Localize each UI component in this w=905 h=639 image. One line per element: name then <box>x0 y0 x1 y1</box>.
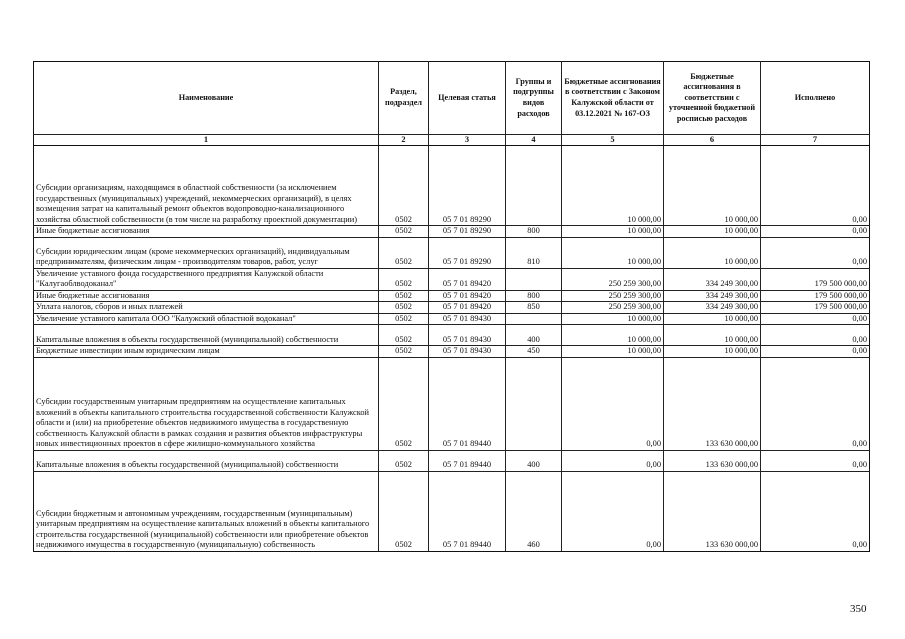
table-row <box>34 471 870 551</box>
row-refined-allocation: 133 630 000,00 <box>664 450 761 471</box>
row-executed: 179 500 000,00 <box>761 302 870 314</box>
row-section: 0502 <box>379 302 429 314</box>
header-executed: Исполнено <box>761 62 870 135</box>
row-section: 0502 <box>379 268 429 290</box>
row-refined-allocation: 10 000,00 <box>664 226 761 238</box>
page-number: 350 <box>850 603 867 615</box>
row-refined-allocation: 133 630 000,00 <box>664 357 761 450</box>
row-section: 0502 <box>379 313 429 325</box>
row-law-allocation: 250 259 300,00 <box>562 268 664 290</box>
row-refined-allocation: 133 630 000,00 <box>664 471 761 551</box>
row-name: Капитальные вложения в объекты государственной (муниципальной) собственности <box>34 325 379 346</box>
row-article: 05 7 01 89420 <box>429 302 506 314</box>
table-row <box>34 450 870 471</box>
row-law-allocation: 10 000,00 <box>562 237 664 268</box>
table-row <box>34 290 870 302</box>
row-law-allocation: 10 000,00 <box>562 313 664 325</box>
header-article: Целевая статья <box>429 62 506 135</box>
row-section: 0502 <box>379 346 429 358</box>
column-number: 7 <box>761 135 870 146</box>
row-executed: 0,00 <box>761 146 870 226</box>
row-group: 450 <box>506 346 562 358</box>
column-number: 6 <box>664 135 761 146</box>
row-section: 0502 <box>379 357 429 450</box>
row-article: 05 7 01 89440 <box>429 357 506 450</box>
header-law-allocation: Бюджетные ассигнования в соответствии с Законом Калужской области от 03.12.2021 № 167-ОЗ <box>562 62 664 135</box>
row-law-allocation: 250 259 300,00 <box>562 290 664 302</box>
row-law-allocation: 10 000,00 <box>562 226 664 238</box>
row-article: 05 7 01 89290 <box>429 237 506 268</box>
table-row <box>34 357 870 450</box>
row-executed: 0,00 <box>761 226 870 238</box>
row-refined-allocation: 334 249 300,00 <box>664 268 761 290</box>
column-number: 1 <box>34 135 379 146</box>
row-group: 850 <box>506 302 562 314</box>
row-article: 05 7 01 89430 <box>429 313 506 325</box>
header-refined-allocation: Бюджетные ассигнования в соответствии с уточненной бюджетной росписью расходов <box>664 62 761 135</box>
row-section: 0502 <box>379 146 429 226</box>
row-name: Увеличение уставного капитала ООО "Калужский областной водоканал" <box>34 313 379 325</box>
header-name: Наименование <box>34 62 379 135</box>
row-executed: 179 500 000,00 <box>761 268 870 290</box>
row-name: Субсидии государственным унитарным предприятиям на осуществление капитальных вложений в объекты капитального строительства государственной собственности Калужской области и (или) на приобретение объектов недвижимого имущества в государственную собственность Калужской области в рамках создания и развития объектов инфраструктуры новых инвестиционных проектов в сфере жилищно-коммунального хозяйства <box>34 357 379 450</box>
row-law-allocation: 10 000,00 <box>562 346 664 358</box>
row-law-allocation: 0,00 <box>562 357 664 450</box>
row-group <box>506 146 562 226</box>
table-row <box>34 346 870 358</box>
table-row <box>34 302 870 314</box>
row-name: Увеличение уставного фонда государственного предприятия Калужской области "Калугаоблводоканал" <box>34 268 379 290</box>
row-group: 800 <box>506 290 562 302</box>
row-law-allocation: 10 000,00 <box>562 146 664 226</box>
row-name: Капитальные вложения в объекты государственной (муниципальной) собственности <box>34 450 379 471</box>
row-executed: 0,00 <box>761 450 870 471</box>
row-group <box>506 313 562 325</box>
row-section: 0502 <box>379 237 429 268</box>
row-law-allocation: 250 259 300,00 <box>562 302 664 314</box>
header-row <box>34 62 870 135</box>
table-row <box>34 325 870 346</box>
budget-table <box>33 61 870 552</box>
column-number-row <box>34 135 870 146</box>
row-refined-allocation: 10 000,00 <box>664 313 761 325</box>
row-article: 05 7 01 89440 <box>429 450 506 471</box>
column-number: 5 <box>562 135 664 146</box>
row-article: 05 7 01 89290 <box>429 146 506 226</box>
row-section: 0502 <box>379 325 429 346</box>
table-row <box>34 237 870 268</box>
row-section: 0502 <box>379 450 429 471</box>
row-group: 800 <box>506 226 562 238</box>
row-group: 400 <box>506 325 562 346</box>
row-executed: 179 500 000,00 <box>761 290 870 302</box>
row-refined-allocation: 10 000,00 <box>664 146 761 226</box>
row-executed: 0,00 <box>761 237 870 268</box>
row-name: Иные бюджетные ассигнования <box>34 226 379 238</box>
row-name: Субсидии бюджетным и автономным учреждениям, государственным (муниципальным) унитарным предприятиям на осуществление капитальных вложений в объекты капитального строительства государственной (муниципальной) собственности или приобретение объектов недвижимого имущества в государственную (муниципальную) собственность <box>34 471 379 551</box>
row-name: Субсидии юридическим лицам (кроме некоммерческих организаций), индивидуальным предпринимателям, физическим лицам - производителям товаров, работ, услуг <box>34 237 379 268</box>
row-article: 05 7 01 89420 <box>429 268 506 290</box>
row-refined-allocation: 10 000,00 <box>664 237 761 268</box>
row-article: 05 7 01 89290 <box>429 226 506 238</box>
row-group: 810 <box>506 237 562 268</box>
row-group <box>506 357 562 450</box>
row-article: 05 7 01 89430 <box>429 325 506 346</box>
row-executed: 0,00 <box>761 471 870 551</box>
column-number: 3 <box>429 135 506 146</box>
header-groups: Группы и подгруппы видов расходов <box>506 62 562 135</box>
header-section: Раздел, подраздел <box>379 62 429 135</box>
row-article: 05 7 01 89440 <box>429 471 506 551</box>
row-refined-allocation: 10 000,00 <box>664 325 761 346</box>
table-row <box>34 313 870 325</box>
column-number: 4 <box>506 135 562 146</box>
table-row <box>34 268 870 290</box>
row-article: 05 7 01 89430 <box>429 346 506 358</box>
table-row <box>34 146 870 226</box>
row-law-allocation: 0,00 <box>562 450 664 471</box>
row-executed: 0,00 <box>761 313 870 325</box>
row-name: Уплата налогов, сборов и иных платежей <box>34 302 379 314</box>
row-refined-allocation: 10 000,00 <box>664 346 761 358</box>
row-law-allocation: 10 000,00 <box>562 325 664 346</box>
row-article: 05 7 01 89420 <box>429 290 506 302</box>
row-group <box>506 268 562 290</box>
row-name: Иные бюджетные ассигнования <box>34 290 379 302</box>
table-row <box>34 226 870 238</box>
row-refined-allocation: 334 249 300,00 <box>664 302 761 314</box>
row-executed: 0,00 <box>761 346 870 358</box>
row-refined-allocation: 334 249 300,00 <box>664 290 761 302</box>
row-executed: 0,00 <box>761 357 870 450</box>
row-law-allocation: 0,00 <box>562 471 664 551</box>
row-section: 0502 <box>379 471 429 551</box>
row-executed: 0,00 <box>761 325 870 346</box>
row-section: 0502 <box>379 290 429 302</box>
row-group: 400 <box>506 450 562 471</box>
row-name: Бюджетные инвестиции иным юридическим лицам <box>34 346 379 358</box>
row-group: 460 <box>506 471 562 551</box>
row-name: Субсидии организациям, находящимся в областной собственности (за исключением государственных (муниципальных) учреждений, некоммерческих организаций), в целях возмещения затрат на капитальный ремонт объектов водопроводно-канализационного хозяйства областной собственности (в том числе на разработку проектной документации) <box>34 146 379 226</box>
row-section: 0502 <box>379 226 429 238</box>
column-number: 2 <box>379 135 429 146</box>
